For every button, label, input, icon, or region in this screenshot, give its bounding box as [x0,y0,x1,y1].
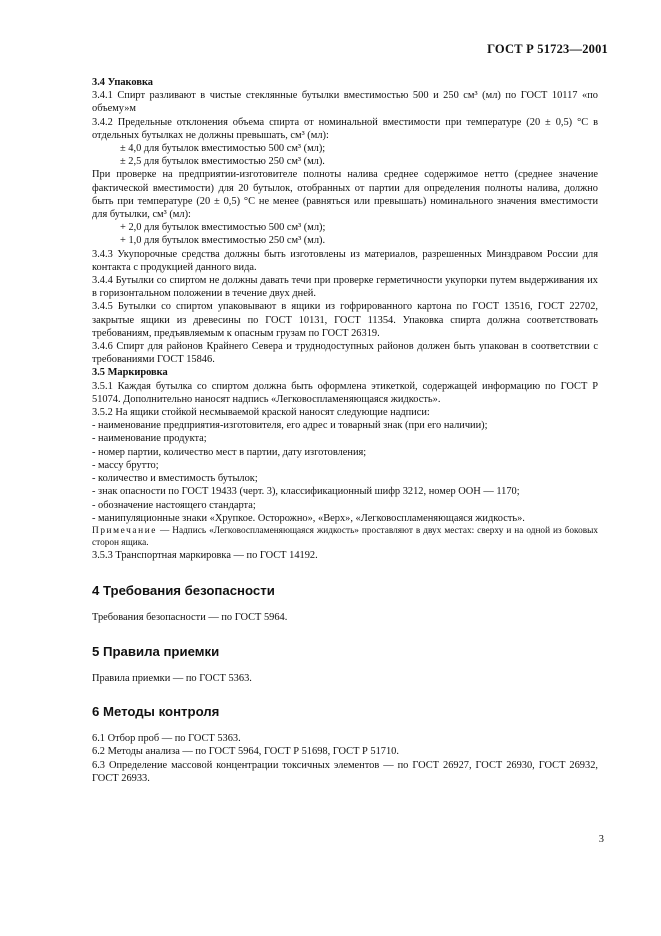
section-3-4-title: 3.4 Упаковка [92,77,153,88]
clause-3-4-4: 3.4.4 Бутылки со спиртом не должны давать течи при проверке герметичности укупорки путем выдерживания их в горизонтальном положении в течение двух дней. [92,275,598,300]
list-item: - наименование продукта; [92,433,207,445]
clause-3-5-3: 3.5.3 Транспортная маркировка — по ГОСТ 14192. [92,549,318,561]
list-item: - манипуляционные знаки «Хрупкое. Осторожно», «Верх», «Легковоспламеняющаяся жидкость». [92,512,525,524]
list-item: - обозначение настоящего стандарта; [92,499,256,511]
page-content [92,74,598,785]
note-label: Примечание [92,525,157,536]
page-number: 3 [598,834,604,845]
list-item: - массу брутто; [92,459,159,471]
clause-3-4-5: 3.4.5 Бутылки со спиртом упаковывают в ящики из гофрированного картона по ГОСТ 13516, ГОСТ 22702, закрытые ящики из древесины по ГОСТ 10131, ГОСТ 11354. Упаковка спирта должна соответствовать требованиям, предъявляемым к опасным грузам по ГОСТ 26319. [92,301,598,339]
section-4-title: 4 Требования безопасности [92,583,275,599]
clause-3-4-1: 3.4.1 Спирт разливают в чистые стеклянные бутылки вместимостью 500 и 250 см³ (мл) по ГОСТ 10117 «по объему»м [92,90,598,115]
clause-3-5-2: 3.5.2 На ящики стойкой несмываемой краской наносят следующие надписи: [92,407,430,419]
fill-500: + 2,0 для бутылок вместимостью 500 см³ (мл); [120,222,326,234]
section-3-5-title: 3.5 Маркировка [92,367,168,379]
section-4-text: Требования безопасности — по ГОСТ 5964. [92,612,288,624]
clause-3-4-3: 3.4.3 Укупорочные средства должны быть изготовлены из материалов, разрешенных Минздравом России для контакта с продукцией данного вида. [92,248,598,273]
clause-6-3: 6.3 Определение массовой концентрации токсичных элементов — по ГОСТ 26927, ГОСТ 26930, ГОСТ 26932, ГОСТ 26933. [92,759,598,784]
note-text: — Надпись «Легковоспламеняющаяся жидкость» проставляют в двух местах: сверху и на одной из боковых сторон ящика. [92,525,598,548]
fill-check-paragraph: При проверке на предприятии-изготовителе полноты налива среднее содержимое нетто (среднее значение фактической вместимости) для 20 бутылок, отобранных от партии для определения полноты налива, должно быть при температуре (20 ± 0,5) °С не менее (равняться или превышать) номинального значения вместимости для бутылки, см³ (мл): [92,169,598,221]
clause-3-4-6: 3.4.6 Спирт для районов Крайнего Севера и труднодоступных районов должен быть упакован в соответствии с требованиями ГОСТ 15846. [92,341,598,366]
section-5-title: 5 Правила приемки [92,643,220,659]
note [92,525,598,549]
clause-6-2: 6.2 Методы анализа — по ГОСТ 5964, ГОСТ Р 51698, ГОСТ Р 51710. [92,746,399,758]
fill-250: + 1,0 для бутылок вместимостью 250 см³ (мл). [120,235,326,247]
tolerance-250: ± 2,5 для бутылок вместимостью 250 см³ (мл). [120,156,325,168]
page-header: ГОСТ Р 51723—2001 [487,42,608,56]
section-5-text: Правила приемки — по ГОСТ 5363. [92,672,252,684]
tolerance-500: ± 4,0 для бутылок вместимостью 500 см³ (мл); [120,143,326,155]
section-6-title: 6 Методы контроля [92,703,220,719]
clause-6-1: 6.1 Отбор проб — по ГОСТ 5363. [92,733,241,745]
clause-3-4-2: 3.4.2 Предельные отклонения объема спирта от номинальной вместимости при температуре (20 ± 0,5) °С в отдельных бутылках не должны превышать, см³ (мл): [92,116,598,141]
list-item: - наименование предприятия-изготовителя, его адрес и товарный знак (при его наличии); [92,420,488,432]
marking-list [92,419,598,525]
list-item: - знак опасности по ГОСТ 19433 (черт. 3), классификационный шифр 3212, номер ООН — 1170; [92,486,520,498]
clause-3-5-1: 3.5.1 Каждая бутылка со спиртом должна быть оформлена этикеткой, содержащей информацию по ГОСТ Р 51074. Дополнительно наносят надпись «Легковоспламеняющаяся жидкость». [92,380,598,405]
list-item: - количество и вместимость бутылок; [92,473,258,485]
list-item: - номер партии, количество мест в партии, дату изготовления; [92,446,367,458]
